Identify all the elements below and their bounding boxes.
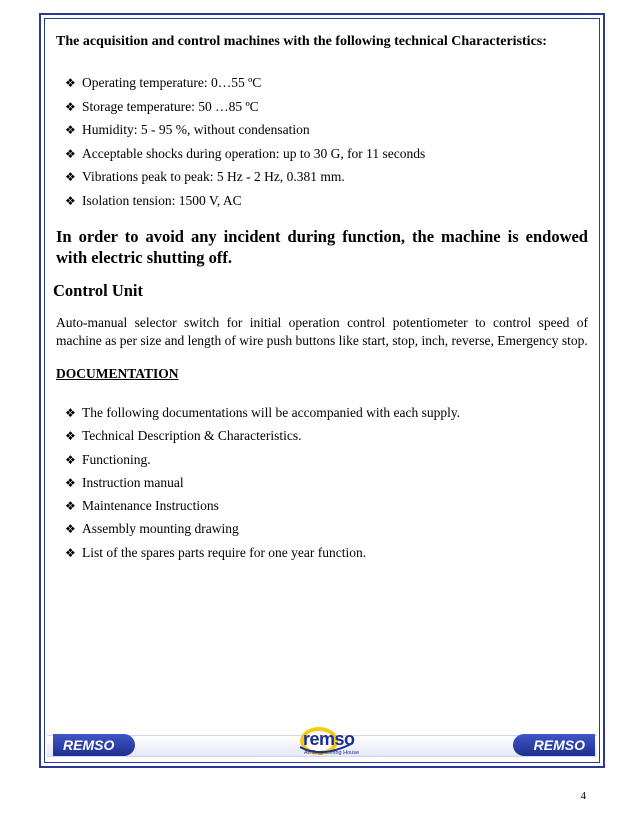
list-item: ❖ Functioning.: [65, 448, 588, 471]
remso-logo: [297, 725, 360, 763]
list-item: ❖ Operating temperature: 0…55 ºC: [65, 71, 588, 95]
list-item: ❖ Instruction manual: [65, 471, 588, 494]
page-number: 4: [580, 790, 586, 802]
diamond-bullet-icon: ❖: [65, 499, 76, 514]
diamond-bullet-icon: ❖: [65, 193, 76, 208]
list-item: ❖ Maintenance Instructions: [65, 494, 588, 517]
diamond-bullet-icon: ❖: [65, 170, 76, 184]
list-item: ❖ Technical Description & Characteristics.: [65, 424, 588, 447]
diamond-bullet-icon: ❖: [65, 99, 76, 114]
safety-paragraph: In order to avoid any incident during function, the machine is endowed with electric shutting off.: [56, 227, 588, 267]
list-item: ❖ Vibrations peak to peak: 5 Hz - 2 Hz, 0.381 mm.: [65, 165, 588, 189]
list-item: ❖ Humidity: 5 - 95 %, without condensation: [65, 118, 588, 142]
list-item: ❖ Storage temperature: 50 …85 ºC: [65, 95, 588, 119]
diamond-bullet-icon: ❖: [65, 452, 76, 467]
page-footer: [47, 725, 597, 763]
diamond-bullet-icon: ❖: [65, 406, 76, 420]
diamond-bullet-icon: ❖: [65, 123, 76, 137]
list-item: ❖ Acceptable shocks during operation: up to 30 G, for 11 seconds: [65, 142, 588, 166]
list-item: ❖ Isolation tension: 1500 V, AC: [65, 189, 588, 213]
documentation-list: [56, 401, 588, 564]
characteristics-heading: The acquisition and control machines with the following technical Characteristics:: [56, 34, 547, 49]
list-item: ❖ The following documentations will be accompanied with each supply.: [65, 401, 588, 424]
control-unit-title: Control Unit: [53, 281, 143, 300]
remso-badge-right: REMSO: [513, 734, 595, 756]
list-item: ❖ Assembly mounting drawing: [65, 517, 588, 540]
logo-wordmark: remso: [303, 729, 355, 749]
list-item: ❖ List of the spares parts require for one year function.: [65, 541, 588, 564]
documentation-title: DOCUMENTATION: [56, 366, 179, 381]
page-content: [53, 34, 588, 564]
control-unit-text: Auto-manual selector switch for initial operation control potentiometer to control speed of machine as per size and length of wire push buttons like start, stop, inch, reverse, Emergency stop.: [56, 315, 588, 348]
diamond-bullet-icon: ❖: [65, 545, 76, 560]
logo-tagline: An Engineering House: [304, 750, 360, 756]
diamond-bullet-icon: ❖: [65, 475, 76, 490]
diamond-bullet-icon: ❖: [65, 429, 76, 444]
remso-badge-left: REMSO: [53, 734, 135, 756]
diamond-bullet-icon: ❖: [65, 522, 76, 537]
characteristics-list: [56, 71, 588, 212]
diamond-bullet-icon: ❖: [65, 76, 76, 90]
diamond-bullet-icon: ❖: [65, 146, 76, 161]
